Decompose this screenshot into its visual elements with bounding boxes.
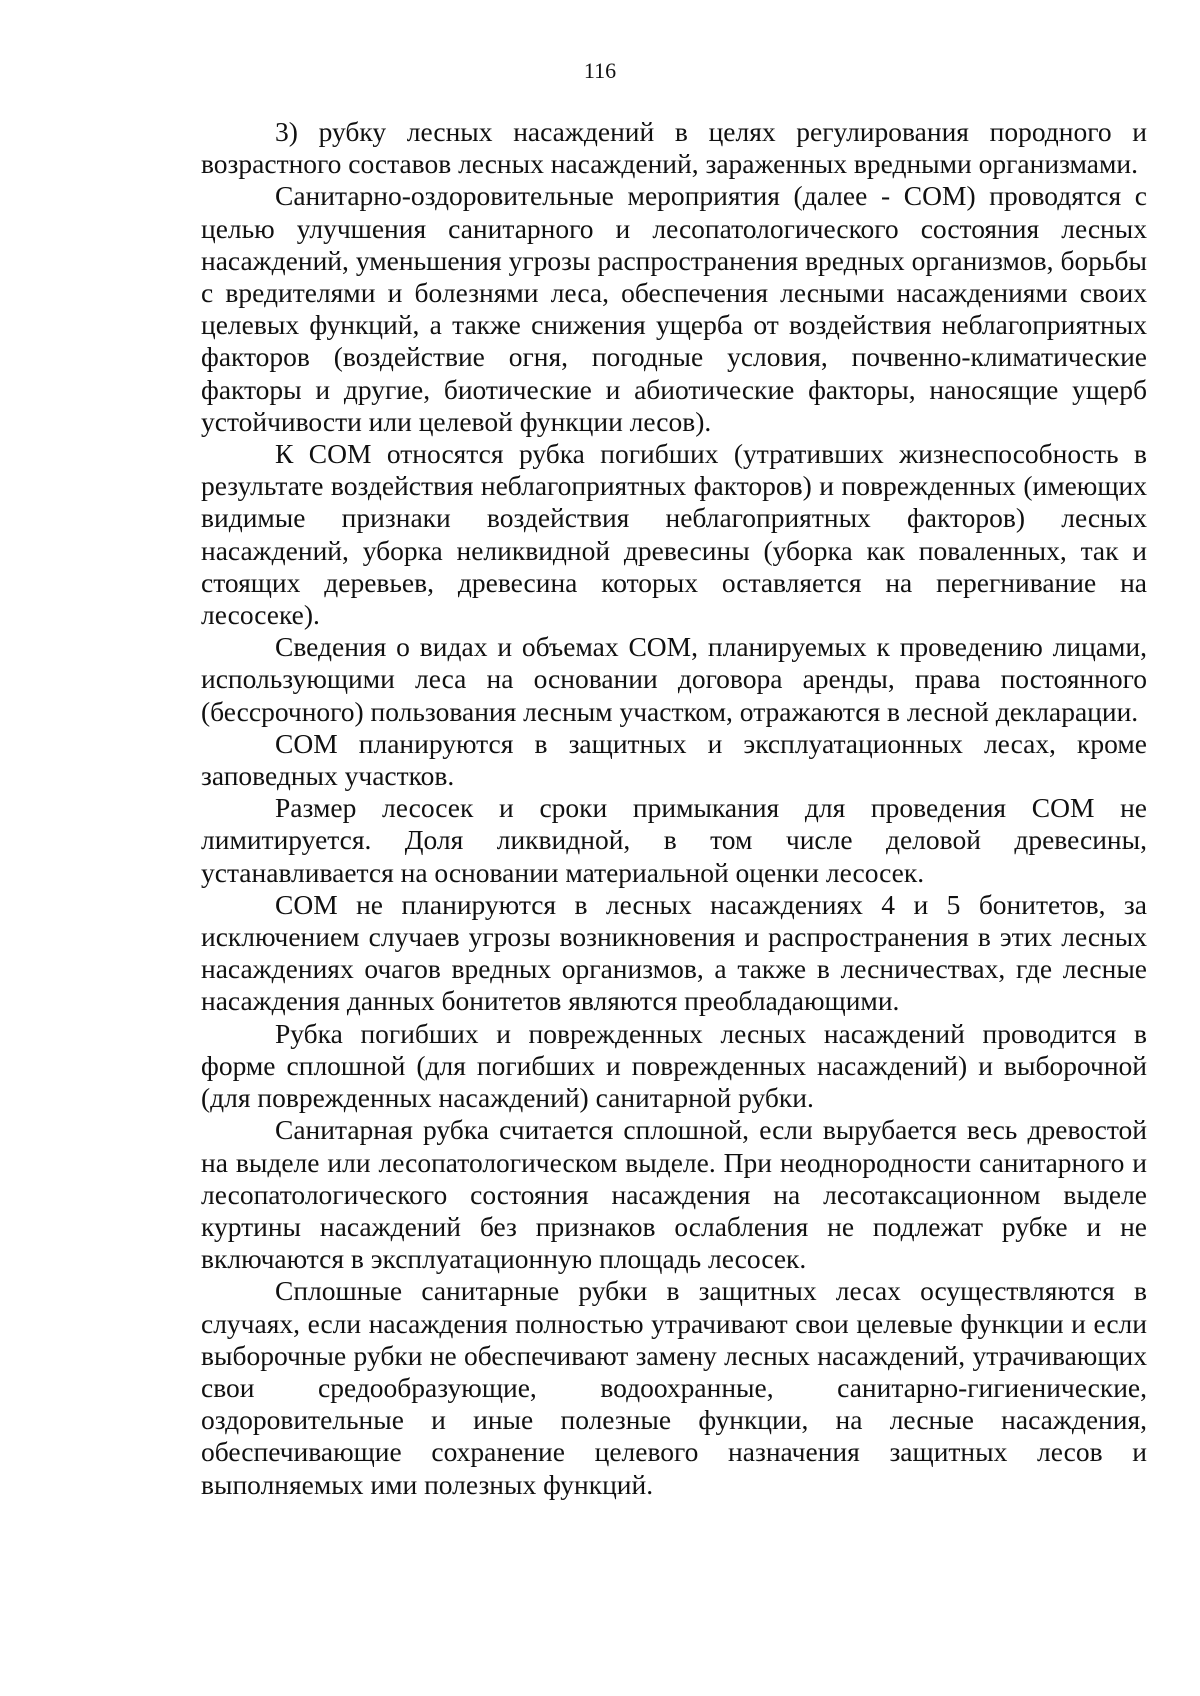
paragraph: СОМ не планируются в лесных насаждениях 4 и 5 бонитетов, за исключением случаев угрозы возникновения и распространения в этих лесных насаждениях очагов вредных организмов, а также в лесничествах, где лесные насаждения данных бонитетов являются преобладающими.	[201, 888, 1147, 1017]
page-number: 116	[583, 58, 617, 83]
paragraph: К СОМ относятся рубка погибших (утративших жизнеспособность в результате воздействия неблагоприятных факторов) и поврежденных (имеющих видимые признаки воздействия неблагоприятных факторов) лесных насаждений, уборка неликвидной древесины (уборка как поваленных, так и стоящих деревьев, древесина которых оставляется на перегнивание на лесосеке).	[201, 438, 1147, 631]
paragraph: Сплошные санитарные рубки в защитных лесах осуществляются в случаях, если насаждения полностью утрачивают свои целевые функции и если выборочные рубки не обеспечивают замену лесных насаждений, утрачивающих свои средообразующие, водоохранные, санитарно-гигиенические, оздоровительные и иные полезные функции, на лесные насаждения, обеспечивающие сохранение целевого назначения защитных лесов и выполняемых ими полезных функций.	[201, 1275, 1147, 1500]
paragraph: СОМ планируются в защитных и эксплуатационных лесах, кроме заповедных участков.	[201, 727, 1147, 792]
paragraph: Санитарно-оздоровительные мероприятия (далее - СОМ) проводятся с целью улучшения санитарного и лесопатологического состояния лесных насаждений, уменьшения угрозы распространения вредных организмов, борьбы с вредителями и болезнями леса, обеспечения лесными насаждениями своих целевых функций, а также снижения ущерба от воздействия неблагоприятных факторов (воздействие огня, погодные условия, почвенно-климатические факторы и другие, биотические и абиотические факторы, наносящие ущерб устойчивости или целевой функции лесов).	[201, 180, 1147, 437]
paragraph: Сведения о видах и объемах СОМ, планируемых к проведению лицами, использующими леса на основании договора аренды, права постоянного (бессрочного) пользования лесным участком, отражаются в лесной декларации.	[201, 631, 1147, 727]
paragraph: 3) рубку лесных насаждений в целях регулирования породного и возрастного составов лесных насаждений, зараженных вредными организмами.	[201, 116, 1147, 180]
paragraph: Рубка погибших и поврежденных лесных насаждений проводится в форме сплошной (для погибших и поврежденных насаждений) и выборочной (для поврежденных насаждений) санитарной рубки.	[201, 1017, 1147, 1114]
paragraph: Размер лесосек и сроки примыкания для проведения СОМ не лимитируется. Доля ликвидной, в том числе деловой древесины, устанавливается на основании материальной оценки лесосек.	[201, 792, 1147, 888]
document-body	[201, 116, 1147, 1501]
paragraph: Санитарная рубка считается сплошной, если вырубается весь древостой на выделе или лесопатологическом выделе. При неоднородности санитарного и лесопатологического состояния насаждения на лесотаксационном выделе куртины насаждений без признаков ослабления не подлежат рубке и не включаются в эксплуатационную площадь лесосек.	[201, 1114, 1147, 1275]
